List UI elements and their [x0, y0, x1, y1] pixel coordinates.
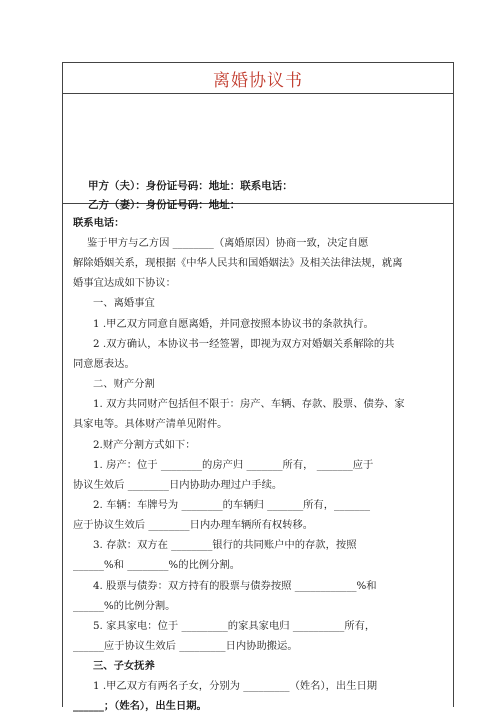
agreement-line: 应于协议生效后 ________日内办理车辆所有权转移。	[73, 519, 314, 532]
agreement-line: 三、子女抚养	[93, 660, 155, 673]
agreement-line: ______%的比例分割。	[73, 599, 176, 612]
contact-line: 联系电话：	[73, 217, 125, 229]
party-a-info: 甲方（夫）：身份证号码：地址：联系电话：	[88, 180, 293, 192]
title-row	[63, 63, 453, 94]
agreement-line: 一、离婚事宜	[93, 297, 155, 310]
agreement-line: 解除婚姻关系，现根据《中华人民共和国婚姻法》及相关法律法规，就离	[73, 257, 403, 270]
agreement-line: ______；（姓名），出生日期。	[73, 700, 207, 713]
agreement-line: 协议生效后 ________日内协助办理过户手续。	[73, 478, 283, 491]
agreement-line: 1. 双方共同财产包括但不限于：房产、车辆、存款、股票、债券、家	[93, 398, 405, 411]
agreement-line: 1 .甲乙双方有两名子女，分别为 _________（姓名），出生日期	[93, 680, 378, 693]
agreement-form	[62, 62, 454, 713]
agreement-line: 具家电等。具体财产清单见附件。	[73, 418, 228, 431]
agreement-line: 同意愿表达。	[73, 357, 135, 370]
agreement-line: 2.财产分割方式如下：	[93, 438, 196, 451]
agreement-line: 4. 股票与债券：双方持有的股票与债券按照 ____________%和	[93, 579, 377, 592]
party-b-info: 乙方（妻）：身份证号码：地址：	[88, 199, 241, 211]
agreement-line: 3. 存款：双方在 ________银行的共同账户中的存款，按照	[93, 539, 357, 552]
agreement-line: ______应于协议生效后 _________日内协助搬运。	[73, 640, 298, 652]
document-title: 离婚协议书	[213, 71, 303, 91]
agreement-line: 1. 房产：位于 ________的房产归 _______所有， _______应于	[93, 458, 374, 471]
parties-section	[63, 93, 453, 211]
agreement-line: 2 .双方确认，本协议书一经签署，即视为双方对婚姻关系解除的共	[93, 337, 395, 350]
agreement-line: 二、财产分割	[93, 378, 155, 391]
agreement-line: 1 .甲乙双方同意自愿离婚，并同意按照本协议书的条款执行。	[93, 317, 374, 330]
agreement-line: 2. 车辆：车牌号为 ________的车辆归 _______所有，_______	[93, 498, 371, 511]
agreement-line: 鉴于甲方与乙方因 ________（离婚原因）协商一致，决定自愿	[87, 237, 369, 249]
agreement-line: 5. 家具家电：位于 _________的家具家电归 __________所有，	[93, 619, 376, 632]
agreement-line: 婚事宜达成如下协议：	[73, 277, 176, 290]
agreement-line: ______%和 ________%的比例分割。	[73, 559, 240, 572]
